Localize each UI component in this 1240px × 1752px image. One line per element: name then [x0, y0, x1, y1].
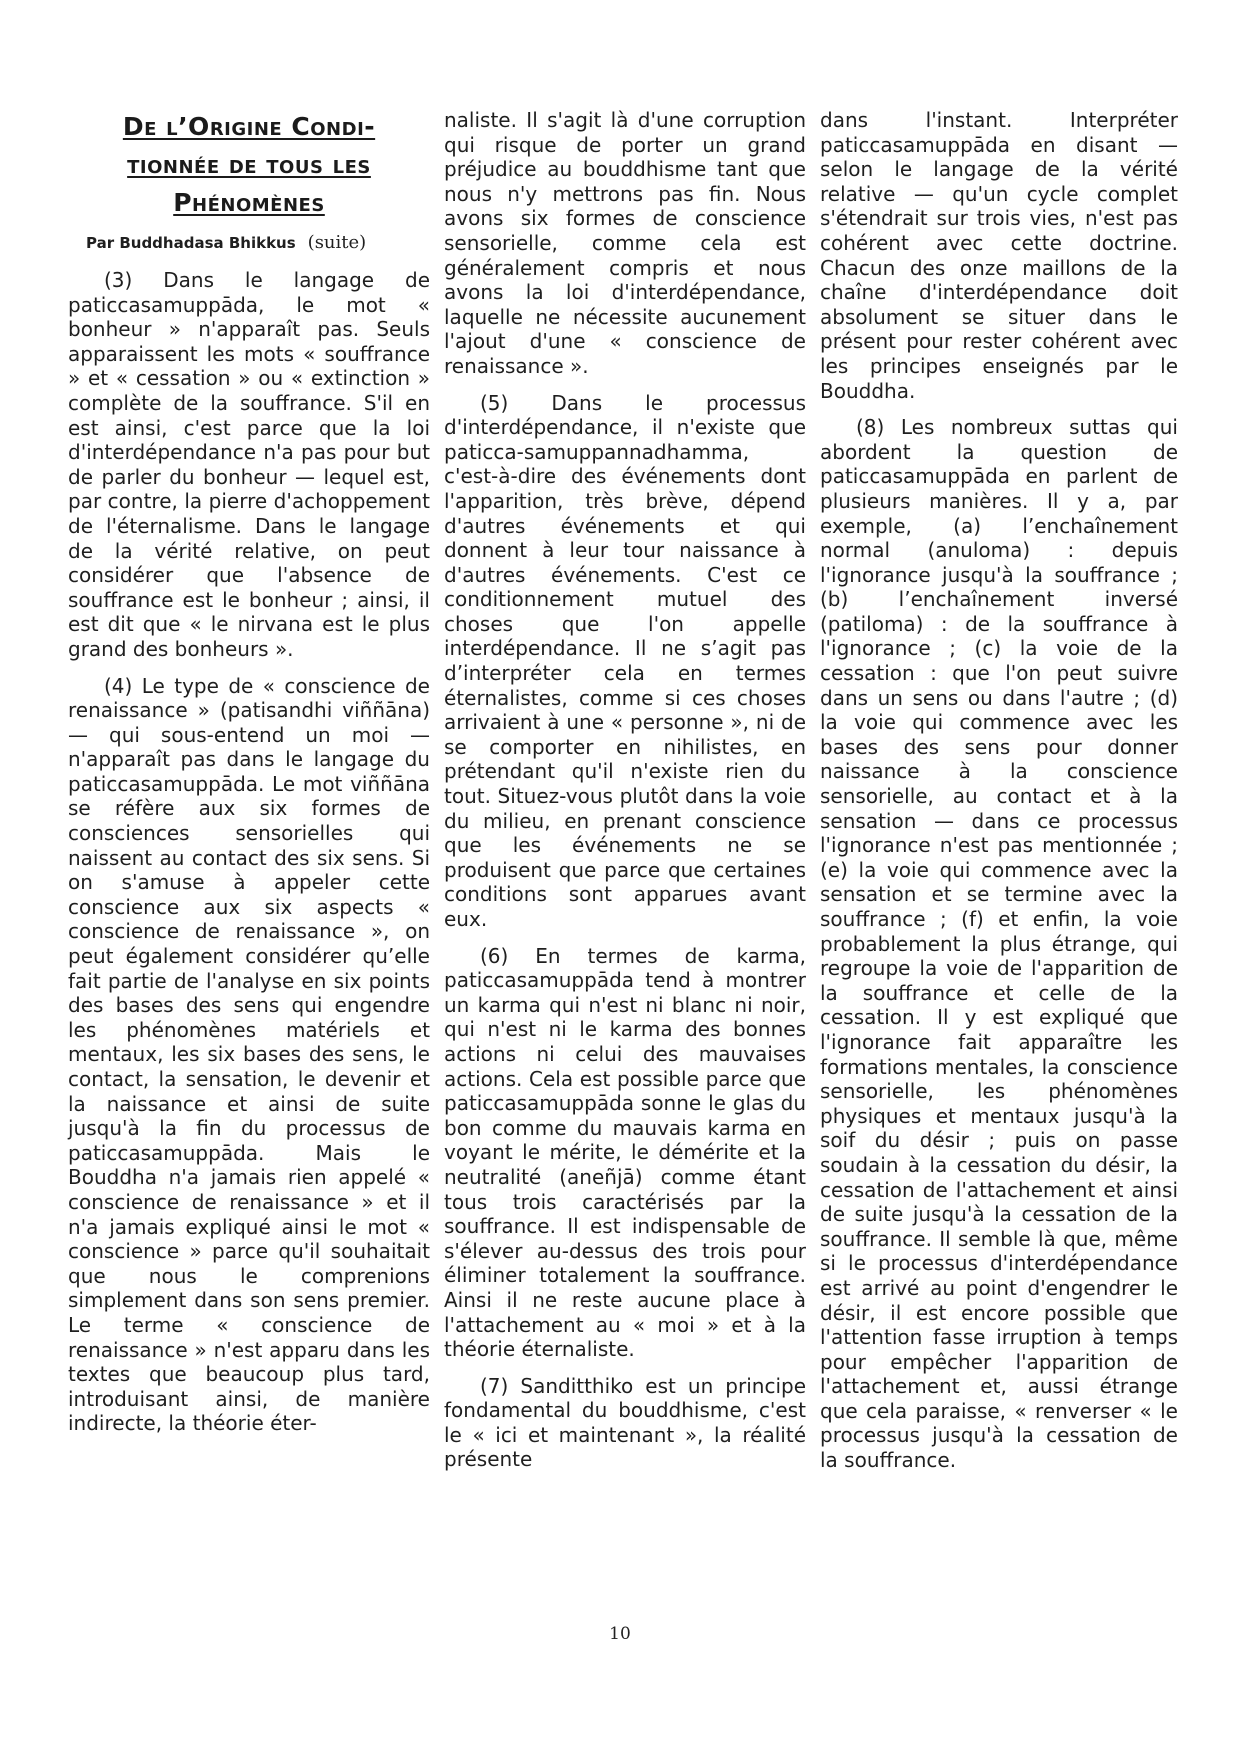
- column-1: [68, 108, 430, 1448]
- paragraph-8: (8) Les nombreux suttas qui abordent la question de paticcasamuppāda en parlent de plusieurs manières. Il y a, par exemple, (a) l’enchaînement normal (anuloma) : depuis l'ignorance jusqu'à la souffrance ; (b) l’enchaînement inversé (patiloma) : de la souffrance à l'ignorance ; (c) la voie de la cessation : que l'on peut suivre dans un sens ou dans l'autre ; (d) la voie qui commence avec les bases des sens pour donner naissance à la conscience sensorielle, au contact et à la sensation — dans ce processus l'ignorance n'est pas mentionnée ; (e) la voie qui commence avec la sensation et se termine avec la souffrance ; (f) et enfin, la voie probablement la plus étrange, qui regroupe la voie de l'apparition de la souffrance et celle de la cessation. Il y est expliqué que l'ignorance fait apparaître les formations mentales, la conscience sensorielle, les phénomènes physiques et mentaux jusqu'à la soif du désir ; puis on passe soudain à la cessation du désir, la cessation de l'attachement et ainsi de suite jusqu'à la cessation de la souffrance. Il semble là que, même si le processus d'interdépendance est arrivé au point d'engendrer le désir, il est encore possible que l'attention fasse irruption à temps pour empêcher l'apparition de l'attachement et, aussi étrange que cela paraisse, « renverser « le processus jusqu'à la cessation de la souffrance.: [820, 415, 1178, 1473]
- article-title: [68, 108, 430, 222]
- paragraph-4-continued: naliste. Il s'agit là d'une corruption qui risque de porter un grand préjudice au bouddhisme tant que nous n'y mettrons pas fin. Nous avons six formes de conscience sensorielle, comme cela est généralement compris et nous avons la loi d'interdépendance, laquelle ne nécessite aucunement l'ajout d'une « conscience de renaissance ».: [444, 108, 806, 378]
- paragraph-5: (5) Dans le processus d'interdépendance, il n'existe que paticca-samuppannadhamma, c'est-à-dire des événements dont l'apparition, très brève, dépend d'autres événements et qui donnent à leur tour naissance à d'autres événements. C'est ce conditionnement mutuel des choses que l'on appelle interdépendance. Il ne s’agit pas d’interpréter cela en termes éternalistes, comme si ces choses arrivaient à une « personne », ni de se comporter en nihilistes, en prétendant qu'il n'existe rien du tout. Situez-vous plutôt dans la voie du milieu, en prenant conscience que les événements ne se produisent que parce que certaines conditions sont apparues avant eux.: [444, 390, 806, 931]
- column-3: [820, 108, 1178, 1485]
- title-line-1: De l’Origine Condi-: [122, 112, 376, 141]
- title-line-2: tionnée de tous les: [127, 150, 371, 179]
- title-line-3: Phénomènes: [173, 188, 325, 217]
- column-2: [444, 108, 806, 1484]
- byline: [86, 232, 430, 254]
- page-number: 10: [609, 1624, 631, 1644]
- paragraph-6: (6) En termes de karma, paticcasamuppāda tend à montrer un karma qui n'est ni blanc ni noir, qui n'est ni le karma des bonnes actions ni celui des mauvaises actions. Cela est possible parce que paticcasamuppāda sonne le glas du bon comme du mauvais karma en voyant le mérite, le démérite et la neutralité (aneñjā) comme étant tous trois caractérisés par la souffrance. Il est indispensable de s'élever au-dessus des trois pour éliminer totalement la souffrance. Ainsi il ne reste aucune place à l'attachement au « moi » et à la théorie éternaliste.: [444, 943, 806, 1362]
- paragraph-7-continued: dans l'instant. Interpréter paticcasamuppāda en disant — selon le langage de la vérité relative — qu'un cycle complet s'étendrait sur trois vies, n'est pas cohérent avec cette doctrine. Chacun des onze maillons de la chaîne d'interdépendance doit absolument se situer dans le présent pour rester cohérent avec les principes enseignés par le Bouddha.: [820, 108, 1178, 403]
- paragraph-4: (4) Le type de « conscience de renaissance » (patisandhi viññāna) — qui sous-entend un moi — n'apparaît pas dans le langage du paticcasamuppāda. Le mot viññāna se réfère aux six formes de consciences sensorielles qui naissent au contact des six sens. Si on s'amuse à appeler cette conscience aux six aspects « conscience de renaissance », on peut également considérer qu’elle fait partie de l'analyse en six points des bases des sens qui engendre les phénomènes matériels et mentaux, les six bases des sens, le contact, la sensation, le devenir et la naissance et ainsi de suite jusqu'à la fin du processus de paticcasamuppāda. Mais le Bouddha n'a jamais rien appelé « conscience de renaissance » et il n'a jamais expliqué ainsi le mot « conscience » parce qu'il souhaitait que nous le comprenions simplement dans son sens premier. Le terme « conscience de renaissance » n'est apparu dans les textes que beaucoup plus tard, introduisant ainsi, de manière indirecte, la théorie éter-: [68, 673, 430, 1436]
- author-name: Par Buddhadasa Bhikkus: [86, 234, 296, 252]
- paragraph-3: (3) Dans le langage de paticcasamuppāda, le mot « bonheur » n'apparaît pas. Seuls apparaissent les mots « souffrance » et « cessation » ou « extinction » complète de la souffrance. S'il en est ainsi, c'est parce que la loi d'interdépendance n'a pas pour but de parler du bonheur — lequel est, par contre, la pierre d'achoppement de l'éternalisme. Dans le langage de la vérité relative, on peut considérer que l'absence de souffrance est le bonheur ; ainsi, il est dit que « le nirvana est le plus grand des bonheurs ».: [68, 268, 430, 661]
- suite-label: (suite): [307, 232, 367, 253]
- paragraph-7: (7) Sanditthiko est un principe fondamental du bouddhisme, c'est le « ici et maintenant », la réalité présente: [444, 1373, 806, 1472]
